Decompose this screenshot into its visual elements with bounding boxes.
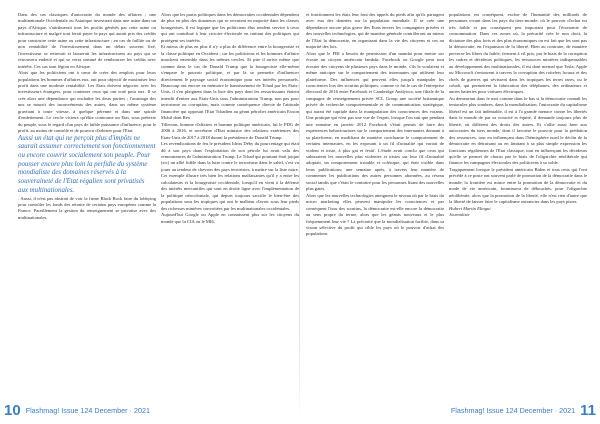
paragraph: Alors que les nouvelles technologies atteignent le niveau où par le biais du micro marketing elles peuvent manipuler les consciences et par conséquent l'issu des scrutins, la démocratie est-elle encore la démocratie au sens propre du terme, alors que les géants nouveaux et le plus fréquemment leur vie ? La précarité que la mondialisation facilite, dans sa vision sélective du profit qui cible les pays où le pouvoir d'achat des populations [306, 192, 444, 237]
page-number-left: 10 [4, 402, 21, 419]
paragraph: Dans des cas classiques d'autocratie du monde des affaires ; une multinationale Occidentale ou Asiatique investirait dans une usine dans un pays d'Afrique, s'attribuerait tous les profits générés par cette usine ou infrastructure et malgré tout ferait payer le pays qui aurait pris des crédits pour construire cette usine ou cette infrastructure ; en cas de faillite ou de non rentabilité de l'investissement dans un délais souvent fixé, l'investisseur se retirerait et laisserait les infrastructures au pays qui se retrouvera endetté et qui se verra sommé de rembourser les crédits avec intérêts. Ces cas sont légion en Afrique. [18, 12, 156, 69]
paragraph: Aujourd'hui Google ou Apple en connaissent plus sur les citoyens du monde que la CIA ou le MI6, [161, 212, 299, 224]
paragraph: populations est conséquent, exclue de l'humanité des milliards de personnes vivant dans les pays du tiers-monde, où le pouvoir d'achat est très faible et par conséquent peu important pour l'économie de consommation. Dans ces zones où, la précarité crée le non droit, la dictature des plus forts et des plus économiques on est fait que les sont pas la démocratie, en l'expansion de la liberté. Bien au contraire, de manière perverse les libres du faible, ferment à vil prix, par le biais de la corruption les cadres et décideurs politiques, les ressources minières indispensables au développement des multinationales, il est dont normal que Tesla, Apple ou Microsoft s'entourent à travers la corruption des roitelets locaux et des chefs de guerres qui sévissent dans les tropiques les terres rares, ou le cobalt, qui permettent la fabrication des téléphones, des ordinateurs et autres batteries pour voitures électriques. [449, 12, 587, 95]
footer-left-text: Flashmag! Issue 124 December · 2021 [25, 406, 150, 415]
column-1 [18, 12, 156, 400]
paragraph: et fonctionnent les états leur font des appels du pieds afin qu'ils partagent avec eux des données sur la population mondiale. Il se crée une dépendance encore plus grave des Etats envers les compagnies privées et des nouvelles technologies, qui de manière générale contrôleront au mieux de l'Etat la démocratie, en organisant dans la vie des citoyens et ces au majorité des lois. [306, 12, 444, 50]
column-4 [449, 12, 587, 400]
paragraph: Les revendications de feu le président Idriss Déby du pourcentage qui était dû à son pays dans l'exploitation de son pétrole lui avait valu des remontrances de l'administration Trump. Le Tchad qui pourtant était joique (sic) un allié fidèle dans la lutte contre le terrorisme dans le sahel, s'est vu jouer au tendeur de chevron des pays terroristes, à mettre sur la liste noire. Cet exemple illustre très bien les relations malfaisantes qu'il y a entre les calculateurs et la bourgeoisie occidentale, lorsqu'il en vient à la défense des intérêts mercantiles qui sont en droite ligne avec l'implémentation de la politique néocoloniale, qui depuis toujours sacrifie le bien-être des populations sous les tropiques qui ont le malheur d'avoir sous leur pieds des richesses minières convoitées par les multinationales occidentales. [161, 141, 299, 211]
paragraph: Alors que les partis politiques dans les démocraties occidentales dépendent de plus en plus des donateurs qui se recrutent en majorité dans les classes bourgeoises, il est logique que les politiciens élus rendent service à ceux qui ont contribué à leur victoire électorale en initiant des politiques qui protègent ses intérêts. [161, 12, 299, 43]
paragraph: . Aussi, il n'est pas abstrait de voir la firme Black Rock faire du lobbying pour contrôler les fonds des retraite de certains pays européens comme la France. Pareillement la gestion du renseignement se privatise avec des multinationales. [18, 195, 156, 220]
paragraph: Au demeurant dans le moi comme dans le bas si la démocratie connaît les tentacules plus sombres, dans la mondialisation, l'autocratie du capitalisme libéral est un fait indéniable, il est à l'a grande menace contre les libertés dans le monde de par sa voracité et équité, il demande toujours plus de liberté, où différent des droits des autres. Et s'allie aussi bien aux autocraties du tiers monde, dont il favorise le pouvoir pour la prédation des ressources, tour en influençant dans l'hémisphère nord le déclin de la démocratie en détruisant ou en limitant à sa plus simple expression les fonctions régaliennes de l'Etat classique, tout en influençant les décideurs qu'elle se permet de choisir par le biais de l'oligarchie néolibérale qui finance les campagnes électorales des politiciens à sa solde. [449, 95, 587, 166]
paragraph: Et mieux de plus en plus il n'y a plus de différence entre la bourgeoisie et la classe politique en Occident ; car les politiciens et les hommes d'affaire marchent ensemble dans les mêmes cercles. Et pire il arrive même que comme dans le cas de Donald Trump que la bourgeoisie elle-même s'empare le pouvoir politique, et par là se permette d'influencer directement le paysage social économique pour ses intérêts personnels. Beaucoup ont encore en mémoire le bannissement de Tchad par les Etats-Unis, il s'en plaignent dans la liste des pays dont les ressortissants étaient interdit d'entrer aux Etats-Unis sous l'administration Trump, non pas pour terrorisme ou corruption, mais comme conséquence directe de l'attitude financière qui opposait l'Etat Tchadien au géant pétrolier américain Exxon Mobil dont Rex [161, 44, 299, 121]
page-gutter [299, 0, 300, 424]
column-2 [161, 12, 299, 400]
footer-right [450, 402, 596, 419]
page-number-right: 11 [580, 402, 596, 419]
pull-quote: Aussi un état qui ne perçoit plus d'impôts ne saurait assumer correctement son fonctionnement ou encore couvrir socialement son peuple. Pour pousser encore plus loin la perfidie du système mondialiste des domaines réservés à la souveraineté de l'Etat régalien sont privatisés aux multinationales. [18, 134, 156, 194]
author-name: Hubert Martin Elingui [449, 205, 491, 211]
author-role: Journaliste [449, 212, 470, 218]
column-3 [306, 12, 444, 400]
paragraph: Alors que le FBI a besoin de permission d'un mandat pour mettre sur écoute un citoyen américain lambda, Facebook ou Google peut tout écouter des citoyens de plusieurs pays dans le monde, s'ils le voulaient et même anticiper sur le comportement des internautes qui utilisent leur plateforme. Des influences qui peuvent elles jusqu'à manipuler les consciences lors des scrutins politiques, comme ce fut le cas de l'entreprise électoral de 2016 entre Facebook et Cambridge Analytica, une filiale de la campagne de renseignement privée SCL Group une société britannique privée de recherche comportementale et de communication stratégique, qui aurait été capitale dans la manipulation des consciences des votants. Une pratique qui n'est pas une vue de l'esprit, lorsque l'on sait que pendant une semaine en janvier 2012 Facebook s'était permis de faire des expériences behaviouristes sur le comportement des internautes donnant à sa plateforme, en modifiant de manière concluante le comportement de certains internautes, en les exposant à un fil d'actualité qui variait de violent et triste, à plus gai et festif. L'étude avait conclu que ceux qui subissaient les nouvelles plus violentes et tristes sur leur fil d'actualité adoptait, un comportement irritable et colérique, qui était visible dans leurs publications; une semaine après, à travers leur manière de commenter les publications des autres personnes abonnées, au réseau social tandis que c'était le contraire pour les personnes lisant des nouvelles plus gaies. [306, 50, 444, 192]
footer-right-text: Flashmag! Issue 124 December · 2021 [450, 406, 576, 415]
paragraph: Tragiquement lorsque le président américain Biden et tous ceux qui l'ont précédé à ce poste ont souvent parlé de promotion de la démocratie dans le monde, la frontière est mince entre la promotion de la démocratie et du mode de vie américain, fournisseur de débouchés, pour l'oligarchie néolibérale, alors que la promotion de la liberté, elle n'est rien d'autre que la liberté de laisser faire le capitalisme outrancier dans les pays pistes. [449, 166, 587, 205]
footer-left [4, 402, 150, 419]
paragraph: Alors que les politiciens ont à cœur de créer des emplois pour leurs populations les hommes d'affaires eux, ont pour objectif de maximiser leur profit dans une modeste rentabilité. Les Etats doivent négocier avec les investisseurs étrangers, pour contenter ceux qui ont voté pour eux. Il se crée alors une dépendance qui enchaîne les deux parties ; l'avantage des uns se nourrit des inconvénients des autres, dans un même système gravitant à toute vitesse, à quelque pérenne et dans une spirale d'endettement. Le cercle vicieux qu'élite contourne un Etat, sous prétexte du peuple, sous le regard d'un pays de faible puissance d'influence, pour le profit, au moins de contrôle et de pouvoir d'arbitrer pour l'Etat. [18, 70, 156, 134]
paragraph: Tillerson, homme d'affaires et homme politique américain, fut le PDG de 2006 à 2016, et secrétaire d'Etat ministre des relations extérieures des Etats-Unis de 2017 à 2018 durant la présidence de Donald Trump. [161, 121, 299, 140]
